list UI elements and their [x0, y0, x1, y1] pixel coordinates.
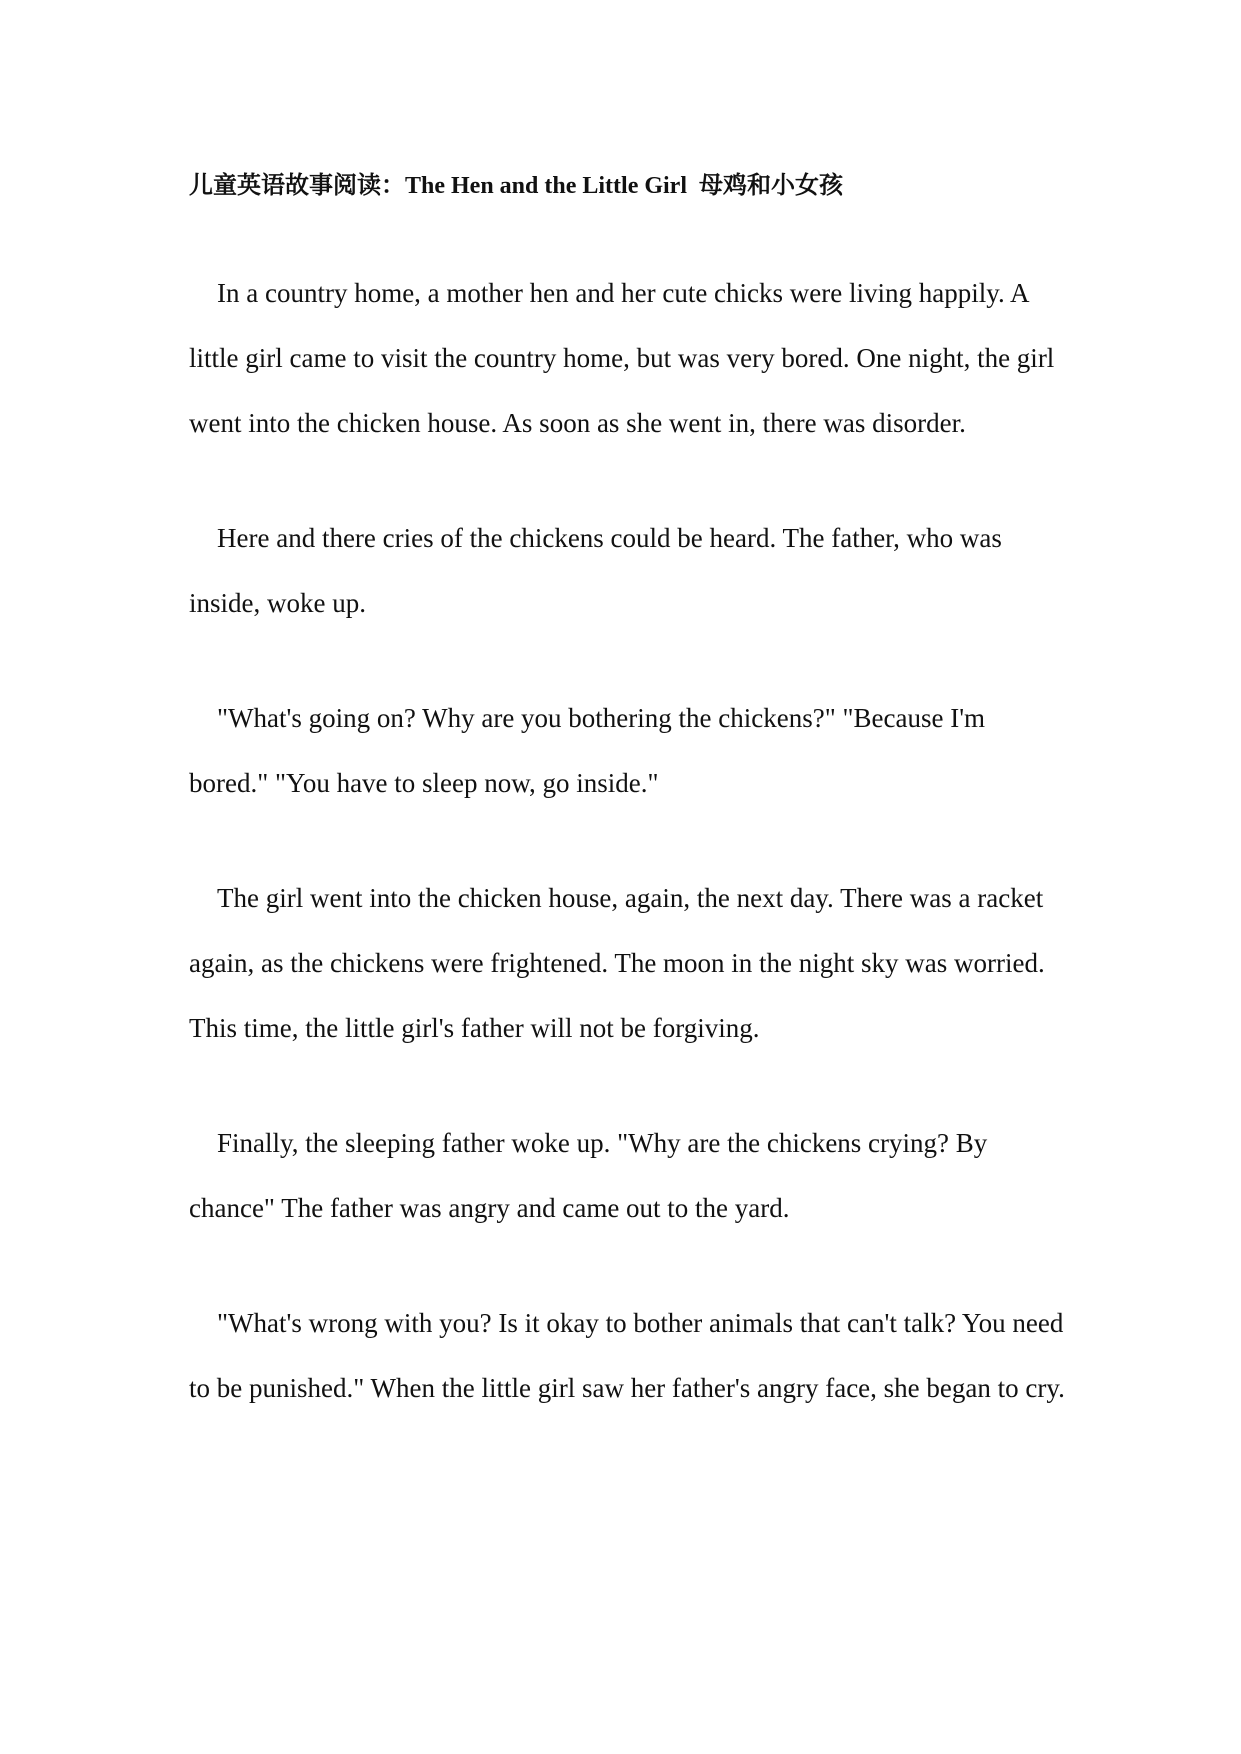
- paragraph-5: Finally, the sleeping father woke up. "Why are the chickens crying? By chance" The father was angry and came out to the yard.: [189, 1128, 988, 1223]
- title-prefix: 儿童英语故事阅读：: [189, 171, 405, 199]
- title-english: The Hen and the Little Girl: [405, 173, 687, 199]
- paragraph-2: Here and there cries of the chickens could be heard. The father, who was inside, woke up.: [189, 523, 1002, 618]
- title-chinese: 母鸡和小女孩: [699, 171, 843, 199]
- document-title: [189, 165, 1069, 205]
- paragraph-4: The girl went into the chicken house, again, the next day. There was a racket again, as the chickens were frightened. The moon in the night sky was worried. This time, the little girl's father will not be forgiving.: [189, 883, 1045, 1043]
- paragraph-3: "What's going on? Why are you bothering the chickens?" "Because I'm bored." "You have to sleep now, go inside.": [189, 703, 986, 798]
- paragraph-1: In a country home, a mother hen and her cute chicks were living happily. A little girl came to visit the country home, but was very bored. One night, the girl went into the chicken house. As soon as she went in, there was disorder.: [189, 278, 1055, 438]
- paragraph-6: "What's wrong with you? Is it okay to bother animals that can't talk? You need to be punished." When the little girl saw her father's angry face, she began to cry.: [189, 1308, 1065, 1403]
- document-body: [189, 165, 1069, 1421]
